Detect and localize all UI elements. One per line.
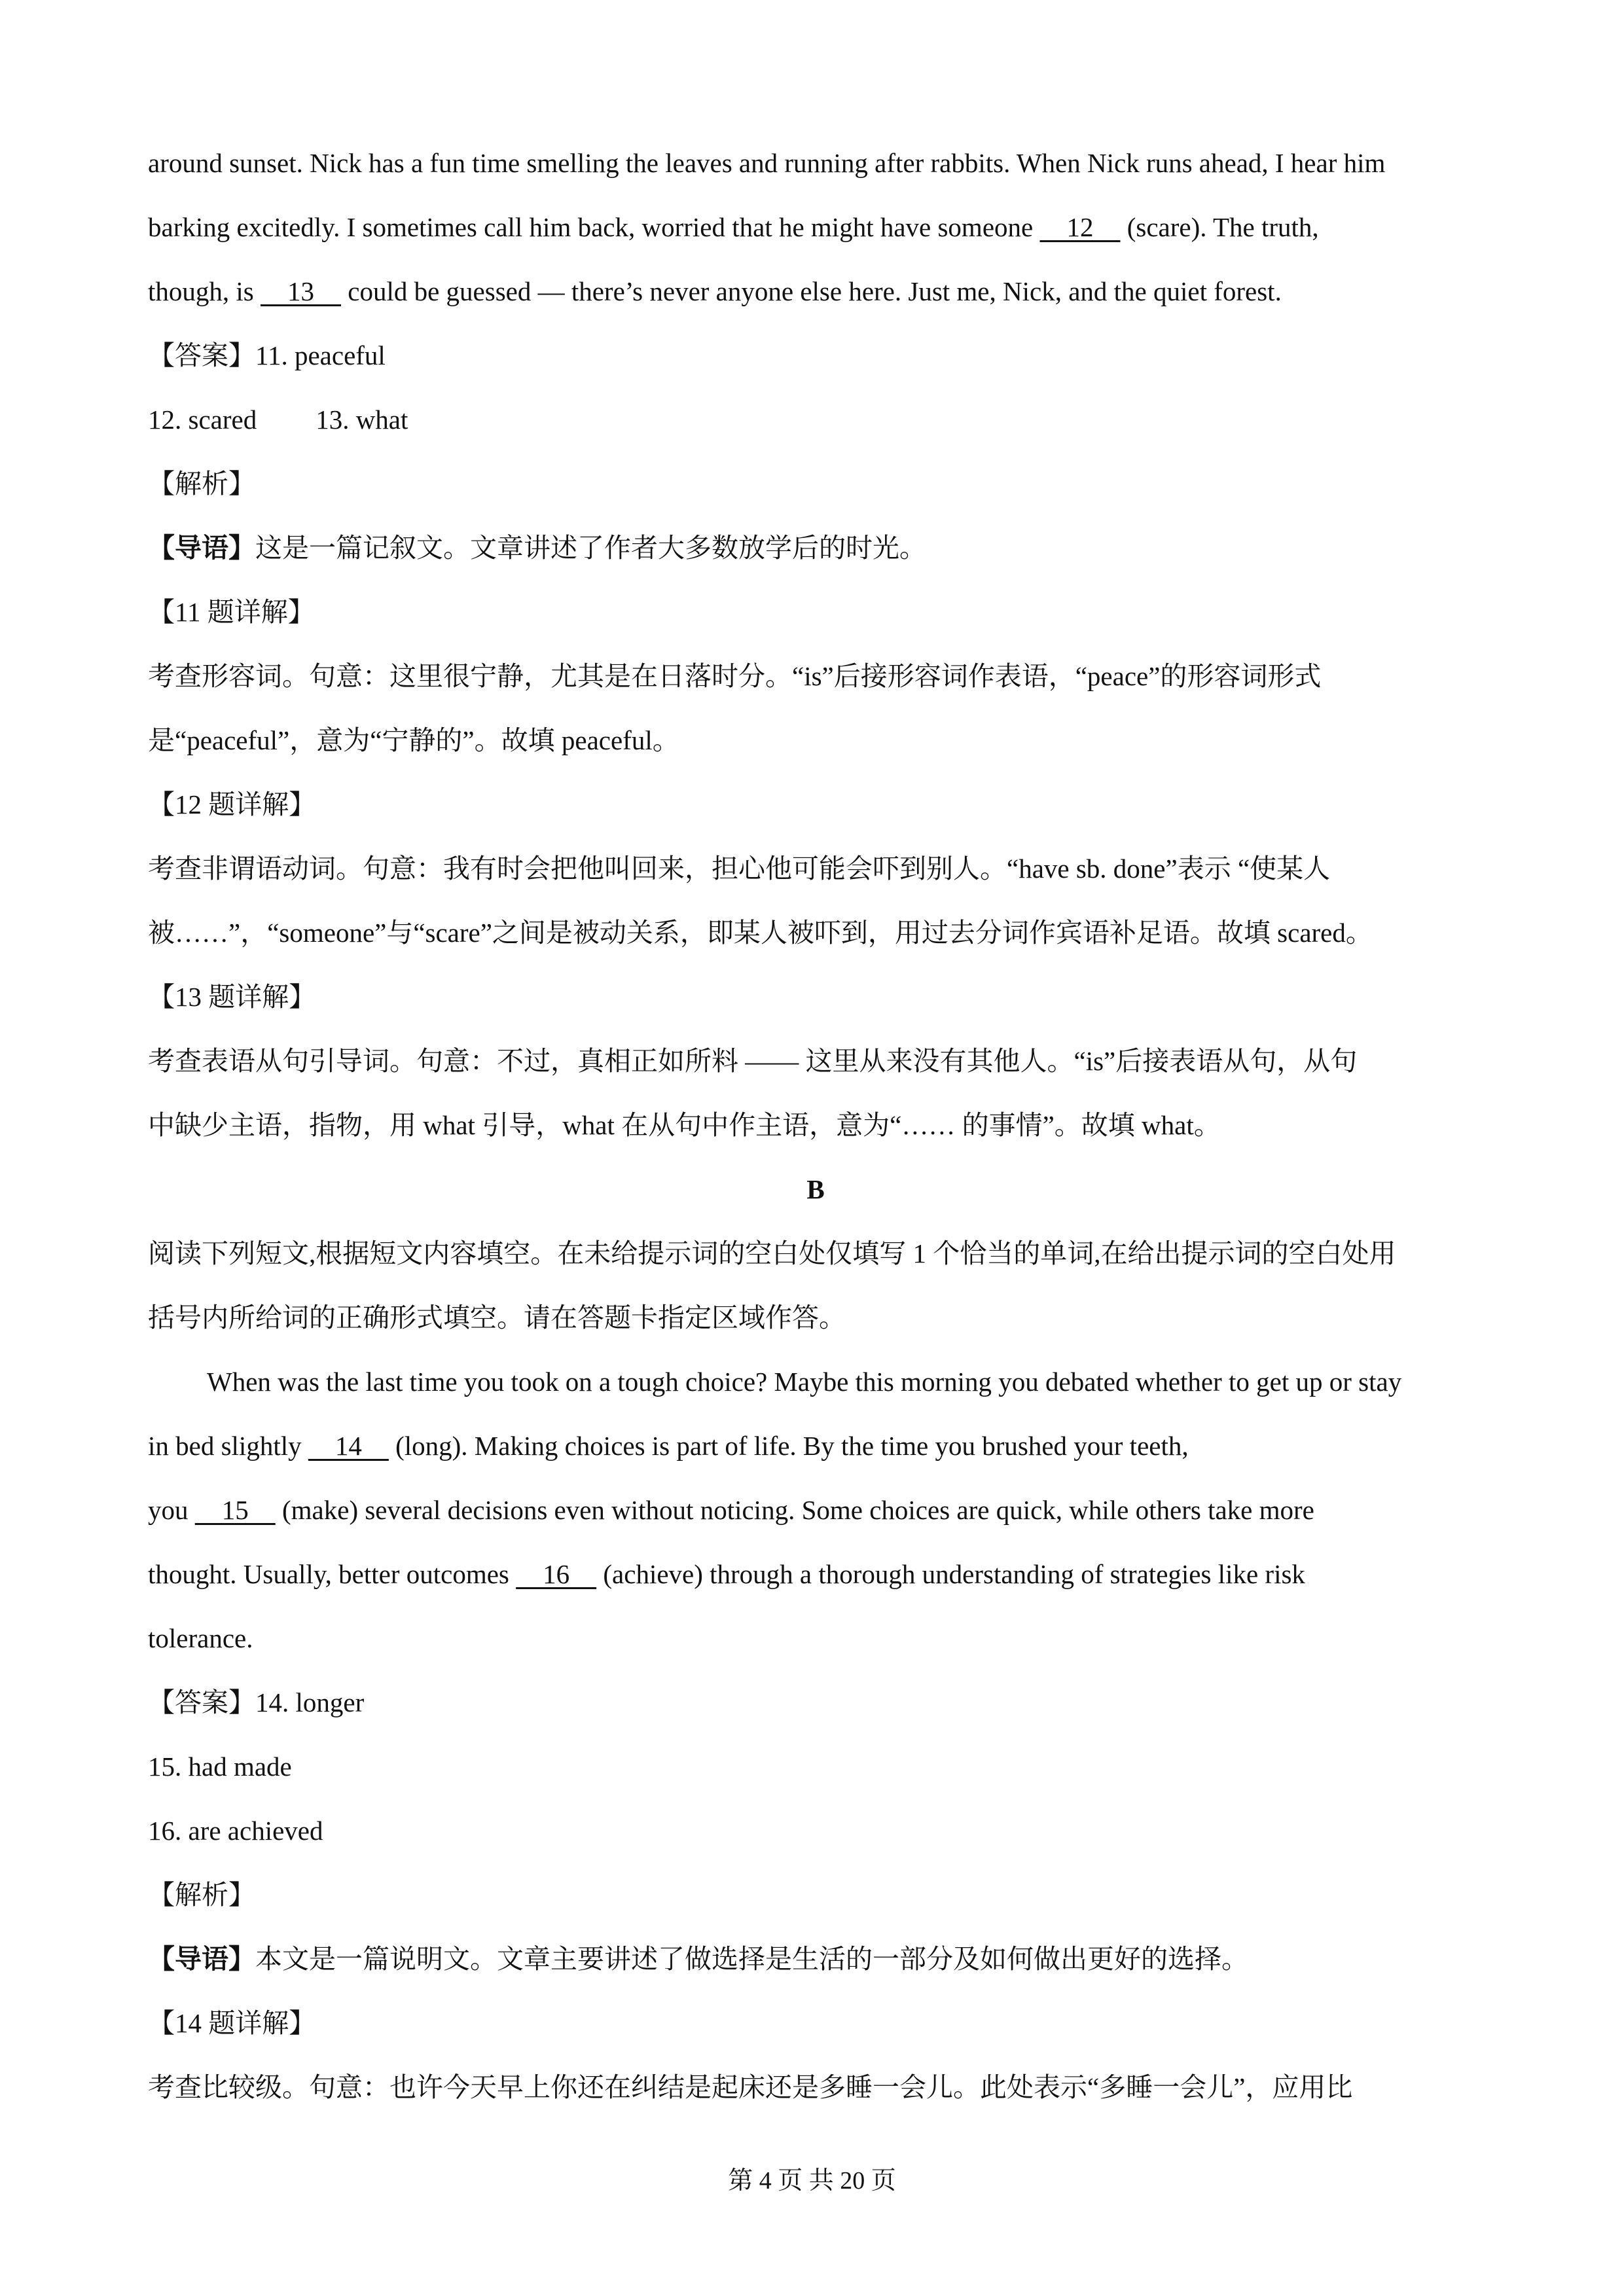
passage-text: in bed slightly bbox=[148, 1431, 308, 1461]
q12-explanation: 考查非谓语动词。句意：我有时会把他叫回来，担心他可能会吓到别人。“have sb. done”表示 “使某人 bbox=[148, 853, 1331, 884]
q13-explanation: 考查表语从句引导词。句意：不过，真相正如所料 —— 这里从来没有其他人。“is”后接表语从句，从句 bbox=[148, 1046, 1358, 1076]
passage-text: could be guessed — there’s never anyone else here. Just me, Nick, and the quiet forest. bbox=[341, 276, 1282, 306]
explanation-line bbox=[148, 708, 1483, 772]
answer-12: 12. scared bbox=[148, 404, 257, 435]
analysis-label: 【解析】 bbox=[148, 469, 255, 499]
answer-label: 【答案】 bbox=[148, 340, 255, 370]
passage-line bbox=[148, 259, 1483, 323]
guide-text: 这是一篇记叙文。文章讲述了作者大多数放学后的时光。 bbox=[255, 533, 926, 563]
answer-line bbox=[148, 323, 1483, 387]
q13-explanation: 中缺少主语，指物，用 what 引导，what 在从句中作主语，意为“…… 的事情”。故填 what。 bbox=[148, 1110, 1221, 1140]
answer-line bbox=[148, 1670, 1483, 1734]
passage-text: When was the last time you took on a tough choice? Maybe this morning you debated whether to get up or stay bbox=[207, 1367, 1402, 1397]
passage-text: though, is bbox=[148, 276, 261, 306]
explanation-line bbox=[148, 836, 1483, 901]
q12-title-line bbox=[148, 772, 1483, 836]
explanation-line bbox=[148, 1029, 1483, 1093]
passage-line bbox=[148, 1606, 1483, 1670]
blank-12: 12 bbox=[1039, 212, 1121, 242]
instruction-text: 括号内所给词的正确形式填空。请在答题卡指定区域作答。 bbox=[148, 1302, 846, 1333]
answer-line bbox=[148, 1734, 1483, 1799]
blank-16: 16 bbox=[516, 1559, 597, 1589]
passage-text: barking excitedly. I sometimes call him back, worried that he might have someone bbox=[148, 212, 1040, 242]
explanation-line bbox=[148, 1093, 1483, 1157]
passage-text: around sunset. Nick has a fun time smelling the leaves and running after rabbits. When Nick runs ahead, I hear him bbox=[148, 148, 1386, 178]
passage-line bbox=[148, 195, 1483, 259]
guide-line bbox=[148, 1927, 1483, 1991]
q11-explanation: 考查形容词。句意：这里很宁静，尤其是在日落时分。“is”后接形容词作表语，“peace”的形容词形式 bbox=[148, 661, 1322, 691]
q11-explanation: 是“peaceful”，意为“宁静的”。故填 peaceful。 bbox=[148, 725, 679, 755]
answer-line bbox=[148, 1799, 1483, 1863]
answer-11: 11. peaceful bbox=[255, 340, 386, 370]
q14-title: 【14 题详解】 bbox=[148, 2008, 316, 2038]
guide-text: 本文是一篇说明文。文章主要讲述了做选择是生活的一部分及如何做出更好的选择。 bbox=[255, 1944, 1248, 1974]
passage-text: (long). Making choices is part of life. By the time you brushed your teeth, bbox=[388, 1431, 1189, 1461]
page-footer bbox=[0, 2160, 1624, 2196]
answer-14: 14. longer bbox=[255, 1687, 365, 1717]
q14-title-line bbox=[148, 1991, 1483, 2055]
passage-line bbox=[148, 1542, 1483, 1606]
answer-13: 13. what bbox=[316, 404, 408, 435]
q12-explanation: 被……”，“someone”与“scare”之间是被动关系，即某人被吓到，用过去分词作宾语补足语。故填 scared。 bbox=[148, 918, 1373, 948]
blank-14: 14 bbox=[308, 1431, 389, 1461]
guide-label: 【导语】 bbox=[148, 1944, 255, 1974]
passage-line bbox=[148, 131, 1483, 195]
passage-line bbox=[148, 1478, 1483, 1542]
explanation-line bbox=[148, 901, 1483, 965]
blank-13: 13 bbox=[261, 276, 341, 306]
explanation-line bbox=[148, 644, 1483, 708]
passage-line bbox=[148, 1350, 1483, 1414]
answer-line bbox=[148, 387, 1483, 452]
blank-15: 15 bbox=[194, 1495, 276, 1525]
answer-16: 16. are achieved bbox=[148, 1816, 323, 1846]
passage-text: (make) several decisions even without noticing. Some choices are quick, while others take more bbox=[275, 1495, 1314, 1525]
q14-explanation: 考查比较级。句意：也许今天早上你还在纠结是起床还是多睡一会儿。此处表示“多睡一会儿”，应用比 bbox=[148, 2072, 1353, 2102]
answer-label: 【答案】 bbox=[148, 1687, 255, 1717]
q11-title: 【11 题详解】 bbox=[148, 597, 315, 627]
q12-title: 【12 题详解】 bbox=[148, 789, 316, 819]
analysis-label-line bbox=[148, 1863, 1483, 1927]
q11-title-line bbox=[148, 580, 1483, 644]
passage-text: (scare). The truth, bbox=[1120, 212, 1319, 242]
page-number: 第 4 页 共 20 页 bbox=[728, 2167, 896, 2195]
instruction-text: 阅读下列短文,根据短文内容填空。在未给提示词的空白处仅填写 1 个恰当的单词,在给出提示词的空白处用 bbox=[148, 1238, 1396, 1268]
section-heading: B bbox=[806, 1174, 825, 1204]
passage-line bbox=[148, 1414, 1483, 1478]
passage-text: (achieve) through a thorough understanding of strategies like risk bbox=[596, 1559, 1305, 1589]
q13-title: 【13 题详解】 bbox=[148, 982, 316, 1012]
instruction-line bbox=[148, 1285, 1483, 1350]
passage-text: tolerance. bbox=[148, 1623, 253, 1653]
document-page bbox=[148, 131, 1483, 2119]
section-b-heading bbox=[148, 1157, 1483, 1221]
instruction-line bbox=[148, 1221, 1483, 1285]
analysis-label: 【解析】 bbox=[148, 1880, 255, 1910]
q13-title-line bbox=[148, 965, 1483, 1029]
passage-text: thought. Usually, better outcomes bbox=[148, 1559, 516, 1589]
analysis-label-line bbox=[148, 452, 1483, 516]
passage-text: you bbox=[148, 1495, 195, 1525]
guide-label: 【导语】 bbox=[148, 533, 255, 563]
explanation-line bbox=[148, 2055, 1483, 2119]
guide-line bbox=[148, 516, 1483, 580]
answer-15: 15. had made bbox=[148, 1751, 292, 1782]
